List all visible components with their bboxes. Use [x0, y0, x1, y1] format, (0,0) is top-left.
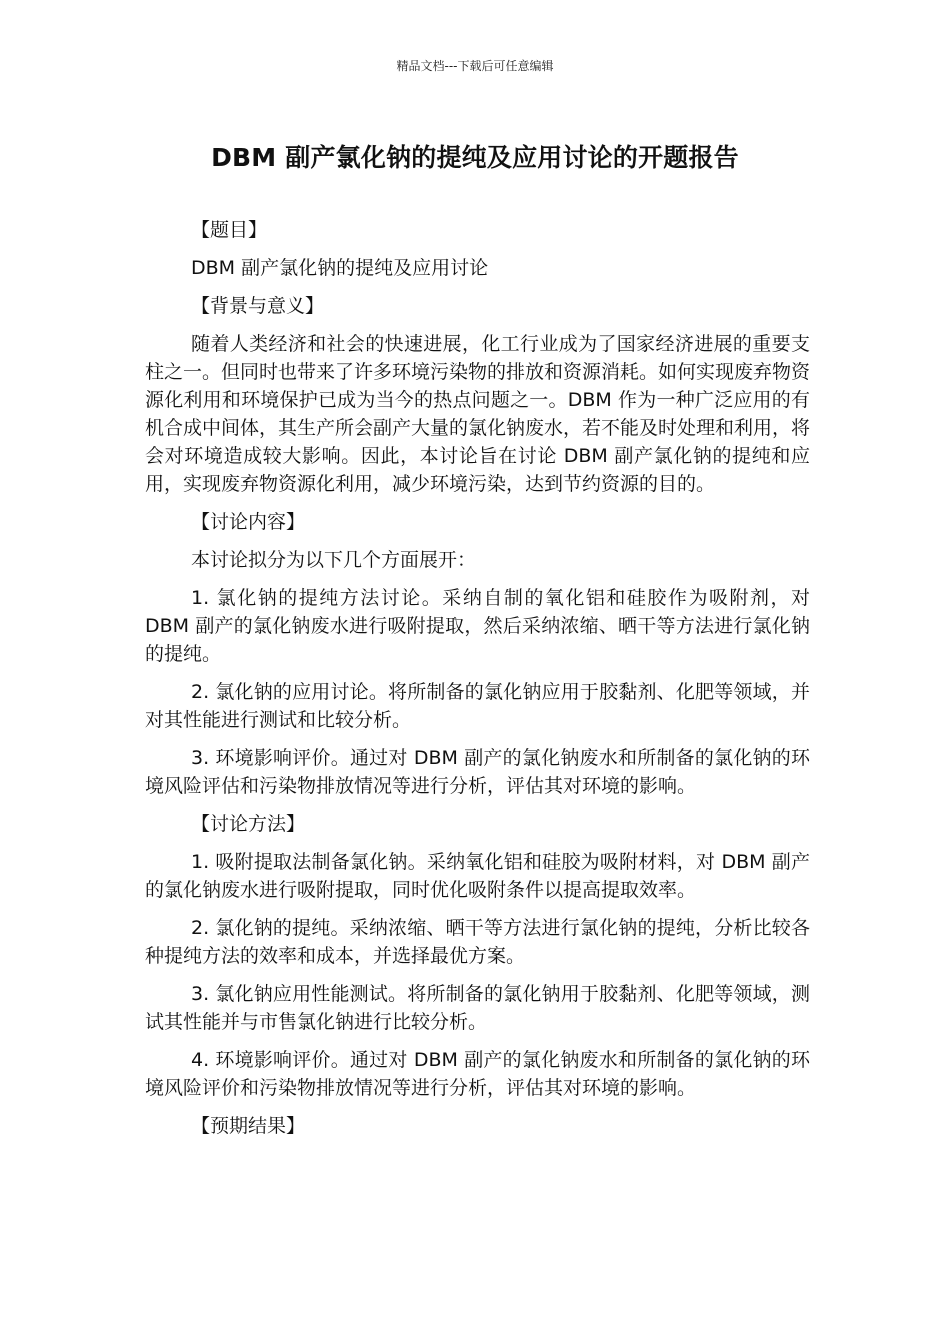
document-title: DBM 副产氯化钠的提纯及应用讨论的开题报告 — [211, 143, 739, 172]
section-heading-topic: 【题目】 — [191, 219, 268, 241]
method-item: 1. 吸附提取法制备氯化钠。采纳氧化铝和硅胶为吸附材料，对 DBM 副产的氯化钠废水进行吸附提取，同时优化吸附条件以提高提取效率。 — [145, 851, 810, 901]
method-item: 3. 氯化钠应用性能测试。将所制备的氯化钠用于胶黏剂、化肥等领域，测试其性能并与市售氯化钠进行比较分析。 — [145, 983, 810, 1033]
content-item: 2. 氯化钠的应用讨论。将所制备的氯化钠应用于胶黏剂、化肥等领域，并对其性能进行测试和比较分析。 — [145, 681, 810, 731]
header-note: 精品文档---下载后可任意编辑 — [396, 59, 554, 73]
section-heading-content: 【讨论内容】 — [191, 511, 306, 533]
section-heading-results: 【预期结果】 — [191, 1115, 306, 1137]
content-intro: 本讨论拟分为以下几个方面展开： — [191, 549, 477, 571]
topic-text: DBM 副产氯化钠的提纯及应用讨论 — [191, 257, 489, 279]
content-item: 1. 氯化钠的提纯方法讨论。采纳自制的氧化铝和硅胶作为吸附剂，对 DBM 副产的氯化钠废水进行吸附提取，然后采纳浓缩、晒干等方法进行氯化钠的提纯。 — [145, 587, 810, 665]
content-item: 3. 环境影响评价。通过对 DBM 副产的氯化钠废水和所制备的氯化钠的环境风险评估和污染物排放情况等进行分析，评估其对环境的影响。 — [145, 747, 810, 797]
background-paragraph: 随着人类经济和社会的快速进展，化工行业成为了国家经济进展的重要支柱之一。但同时也带来了许多环境污染物的排放和资源消耗。如何实现废弃物资源化利用和环境保护已成为当今的热点问题之一。DBM 作为一种广泛应用的有机合成中间体，其生产所会副产大量的氯化钠废水，若不能及时处理和利用，将会对环境造成较大影响。因此，本讨论旨在讨论 DBM 副产氯化钠的提纯和应用，实现废弃物资源化利用，减少环境污染，达到节约资源的目的。 — [145, 333, 811, 495]
method-item: 4. 环境影响评价。通过对 DBM 副产的氯化钠废水和所制备的氯化钠的环境风险评价和污染物排放情况等进行分析，评估其对环境的影响。 — [145, 1049, 810, 1099]
method-item: 2. 氯化钠的提纯。采纳浓缩、晒干等方法进行氯化钠的提纯，分析比较各种提纯方法的效率和成本，并选择最优方案。 — [145, 917, 810, 967]
section-heading-background: 【背景与意义】 — [191, 295, 325, 317]
document-body — [145, 216, 810, 1150]
section-heading-methods: 【讨论方法】 — [191, 813, 306, 835]
